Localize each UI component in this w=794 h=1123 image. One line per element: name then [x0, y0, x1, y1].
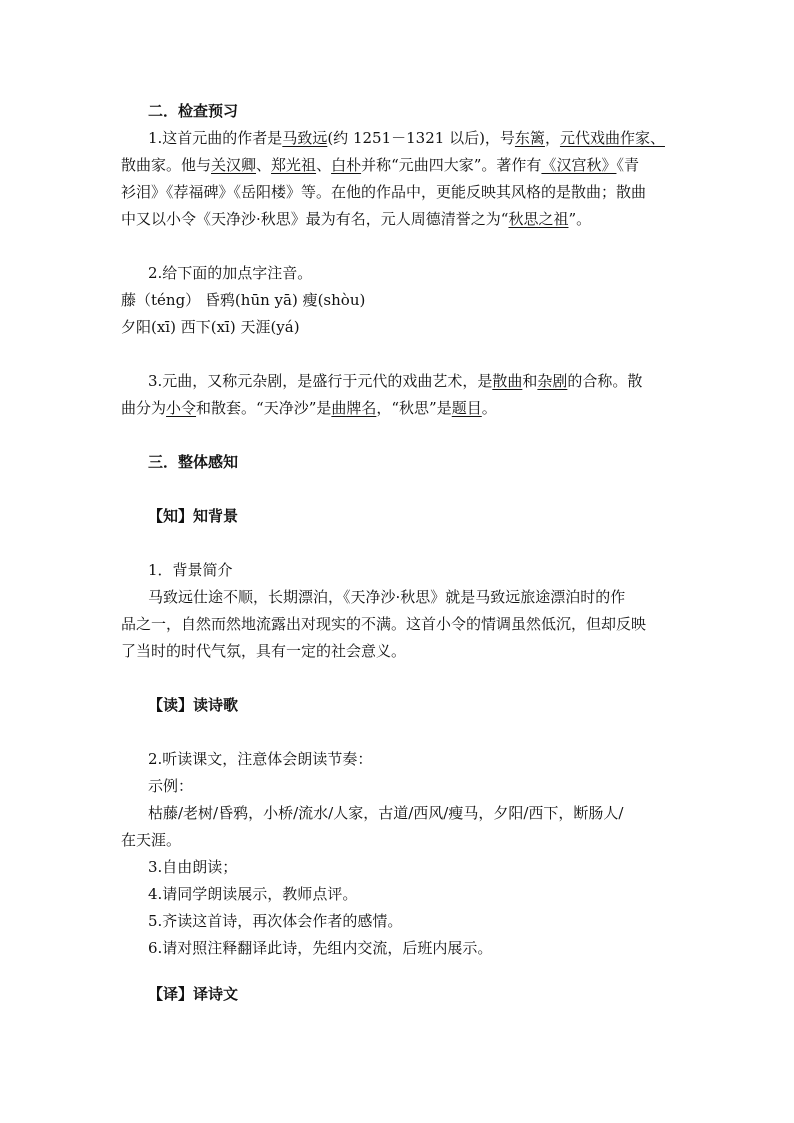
text: 散曲家。他与 — [121, 156, 212, 174]
heading-yi: 【译】译诗文 — [148, 985, 239, 1003]
background-line-1: 马致远仕途不顺，长期漂泊，《天净沙·秋思》就是马致远旅途漂泊时的作 — [148, 588, 626, 606]
answer-xiaoling: 小令 — [166, 399, 197, 417]
text: 和 — [522, 372, 538, 390]
text: 3.元曲，又称元杂剧，是盛行于元代的戏曲艺术，是 — [148, 372, 493, 390]
text: 并称“元曲四大家”。著作有 — [361, 156, 542, 174]
q2-line-2: 藤（téng） 昏鸦(hūn yā) 瘦(shòu) — [121, 291, 366, 309]
text: ，“秋思”是 — [376, 399, 452, 417]
text: ”。 — [568, 210, 592, 228]
answer-guan: 关汉卿 — [211, 156, 257, 174]
answer-bai: 白朴 — [331, 156, 362, 174]
reading-step-6: 6.请对照注释翻译此诗，先组内交流，后班内展示。 — [148, 939, 493, 957]
answer-identity: 元代戏曲作家、 — [559, 129, 665, 147]
q1-line-4 — [121, 206, 591, 233]
text: (约 1251－1321 以后)，号 — [327, 129, 515, 147]
background-line-2: 品之一，自然而然地流露出对现实的不满。这首小令的情调虽然低沉，但却反映 — [121, 615, 647, 633]
answer-author: 马致远 — [282, 129, 328, 147]
q3-line-1 — [148, 368, 642, 395]
text: 曲分为 — [121, 399, 167, 417]
background-line-3: 了当时的时代气氛，具有一定的社会意义。 — [121, 642, 407, 660]
background-title: 1．背景简介 — [148, 561, 233, 579]
answer-zheng: 郑光祖 — [271, 156, 317, 174]
example-line-2: 在天涯。 — [121, 831, 182, 849]
answer-title: 秋思之祖 — [508, 210, 569, 228]
reading-step-5: 5.齐读这首诗，再次体会作者的感情。 — [148, 912, 403, 930]
example-line-1: 枯藤/老树/昏鸦，小桥/流水/人家，古道/西风/瘦马，夕阳/西下，断肠人/ — [148, 804, 624, 822]
q2-line-3: 夕阳(xī) 西下(xī) 天涯(yá) — [121, 318, 300, 336]
text: 、 — [256, 156, 272, 174]
answer-timu: 题目 — [451, 399, 482, 417]
section-heading-preview: 二．检查预习 — [148, 102, 239, 120]
text: 1.这首元曲的作者是 — [148, 129, 283, 147]
q2-line-1: 2.给下面的加点字注音。 — [148, 264, 313, 282]
section-heading-overview: 三．整体感知 — [148, 453, 239, 471]
answer-zaju: 杂剧 — [537, 372, 568, 390]
q3-line-2 — [121, 395, 497, 422]
text: 、 — [316, 156, 332, 174]
reading-step-3: 3.自由朗读； — [148, 858, 238, 876]
answer-work: 《汉宫秋》 — [541, 156, 617, 174]
reading-step-2: 2.听读课文，注意体会朗读节奏： — [148, 750, 373, 768]
heading-zhi: 【知】知背景 — [148, 507, 239, 525]
reading-step-4: 4.请同学朗读展示，教师点评。 — [148, 885, 358, 903]
q1-line-2 — [121, 152, 639, 179]
text: 和散套。“天净沙”是 — [196, 399, 332, 417]
answer-pen-name: 东篱 — [514, 129, 545, 147]
answer-sanqu: 散曲 — [492, 372, 523, 390]
text: 中又以小令《天净沙·秋思》最为有名，元人周德清誉之为“ — [121, 210, 509, 228]
answer-qupai: 曲牌名 — [331, 399, 377, 417]
heading-du: 【读】读诗歌 — [148, 696, 239, 714]
q1-line-3: 衫泪》《荐福碑》《岳阳楼》等。在他的作品中，更能反映其风格的是散曲；散曲 — [121, 183, 647, 201]
q1-line-1 — [148, 125, 665, 152]
text: 《青 — [616, 156, 639, 174]
example-label: 示例： — [148, 777, 194, 795]
text: 的合称。散 — [567, 372, 643, 390]
text: ， — [544, 129, 560, 147]
text: 。 — [481, 399, 497, 417]
